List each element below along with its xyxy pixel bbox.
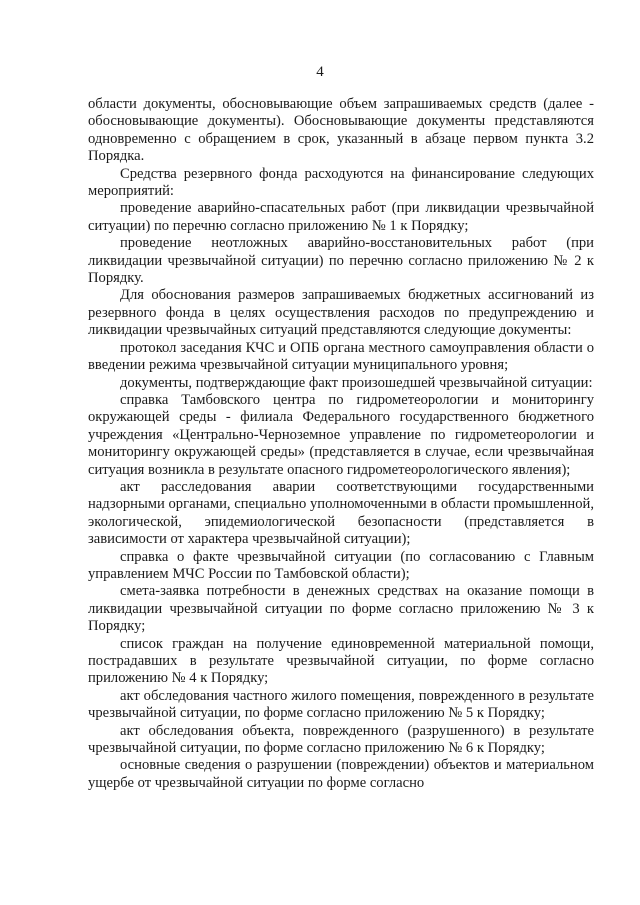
paragraph-justification-documents: Для обоснования размеров запрашиваемых бюджетных ассигнований из резервного фонда в целях осуществления расходов по предупреждению и ликвидации чрезвычайных ситуаций представляются следующие документы: xyxy=(88,287,594,339)
paragraph-rescue-works: проведение аварийно-спасательных работ (при ликвидации чрезвычайной ситуации) по перечню согласно приложению № 1 к Порядку; xyxy=(88,200,594,234)
paragraph-emergency-certificate: справка о факте чрезвычайной ситуации (по согласованию с Главным управлением МЧС России по Тамбовской области); xyxy=(88,548,594,582)
paragraph-housing-inspection-act: акт обследования частного жилого помещения, поврежденного в результате чрезвычайной ситуации, по форме согласно приложению № 5 к Порядку; xyxy=(88,687,594,722)
paragraph-damage-information: основные сведения о разрушении (повреждении) объектов и материальном ущербе от чрезвычайной ситуации по форме согласно xyxy=(88,757,594,791)
paragraph-protocol: протокол заседания КЧС и ОПБ органа местного самоуправления области о введении режима чрезвычайной ситуации муниципального уровня; xyxy=(88,339,594,374)
paragraph-cost-estimate: смета-заявка потребности в денежных средствах на оказание помощи в ликвидации чрезвычайной ситуации по форме согласно приложению № 3 к Порядку; xyxy=(88,583,594,635)
paragraph-continuation: области документы, обосновывающие объем запрашиваемых средств (далее - обосновывающие документы). Обосновывающие документы представляются одновременно с обращением в срок, указанный в абзаце первом пункта 3.2 Порядка. xyxy=(88,96,594,165)
paragraph-confirming-documents: документы, подтверждающие факт произошедшей чрезвычайной ситуации: xyxy=(120,374,593,391)
paragraph-accident-act: акт расследования аварии соответствующими государственными надзорными органами, специально уполномоченными в области промышленной, экологической, эпидемиологической безопасности (представляется в зависимости от характера чрезвычайной ситуации); xyxy=(88,478,594,548)
paragraph-recovery-works: проведение неотложных аварийно-восстановительных работ (при ликвидации чрезвычайной ситуации) по перечню согласно приложению № 2 к Порядку. xyxy=(88,235,594,287)
paragraph-reserve-fund-expenses: Средства резервного фонда расходуются на финансирование следующих мероприятий: xyxy=(88,165,594,200)
document-body xyxy=(88,96,594,792)
paragraph-weather-certificate: справка Тамбовского центра по гидрометеорологии и мониторингу окружающей среды - филиала Федерального государственного бюджетного учреждения «Центрально-Черноземное управление по гидрометеорологии и мониторингу окружающей среды» (представляется в случае, если чрезвычайная ситуация возникла в результате опасного гидрометеорологического явления); xyxy=(88,391,594,478)
paragraph-citizens-list: список граждан на получение единовременной материальной помощи, пострадавших в результате чрезвычайной ситуации, по форме согласно приложению № 4 к Порядку; xyxy=(88,635,594,687)
page-number: 4 xyxy=(316,64,324,80)
paragraph-object-inspection-act: акт обследования объекта, поврежденного (разрушенного) в результате чрезвычайной ситуации, по форме согласно приложению № 6 к Порядку; xyxy=(88,722,594,757)
